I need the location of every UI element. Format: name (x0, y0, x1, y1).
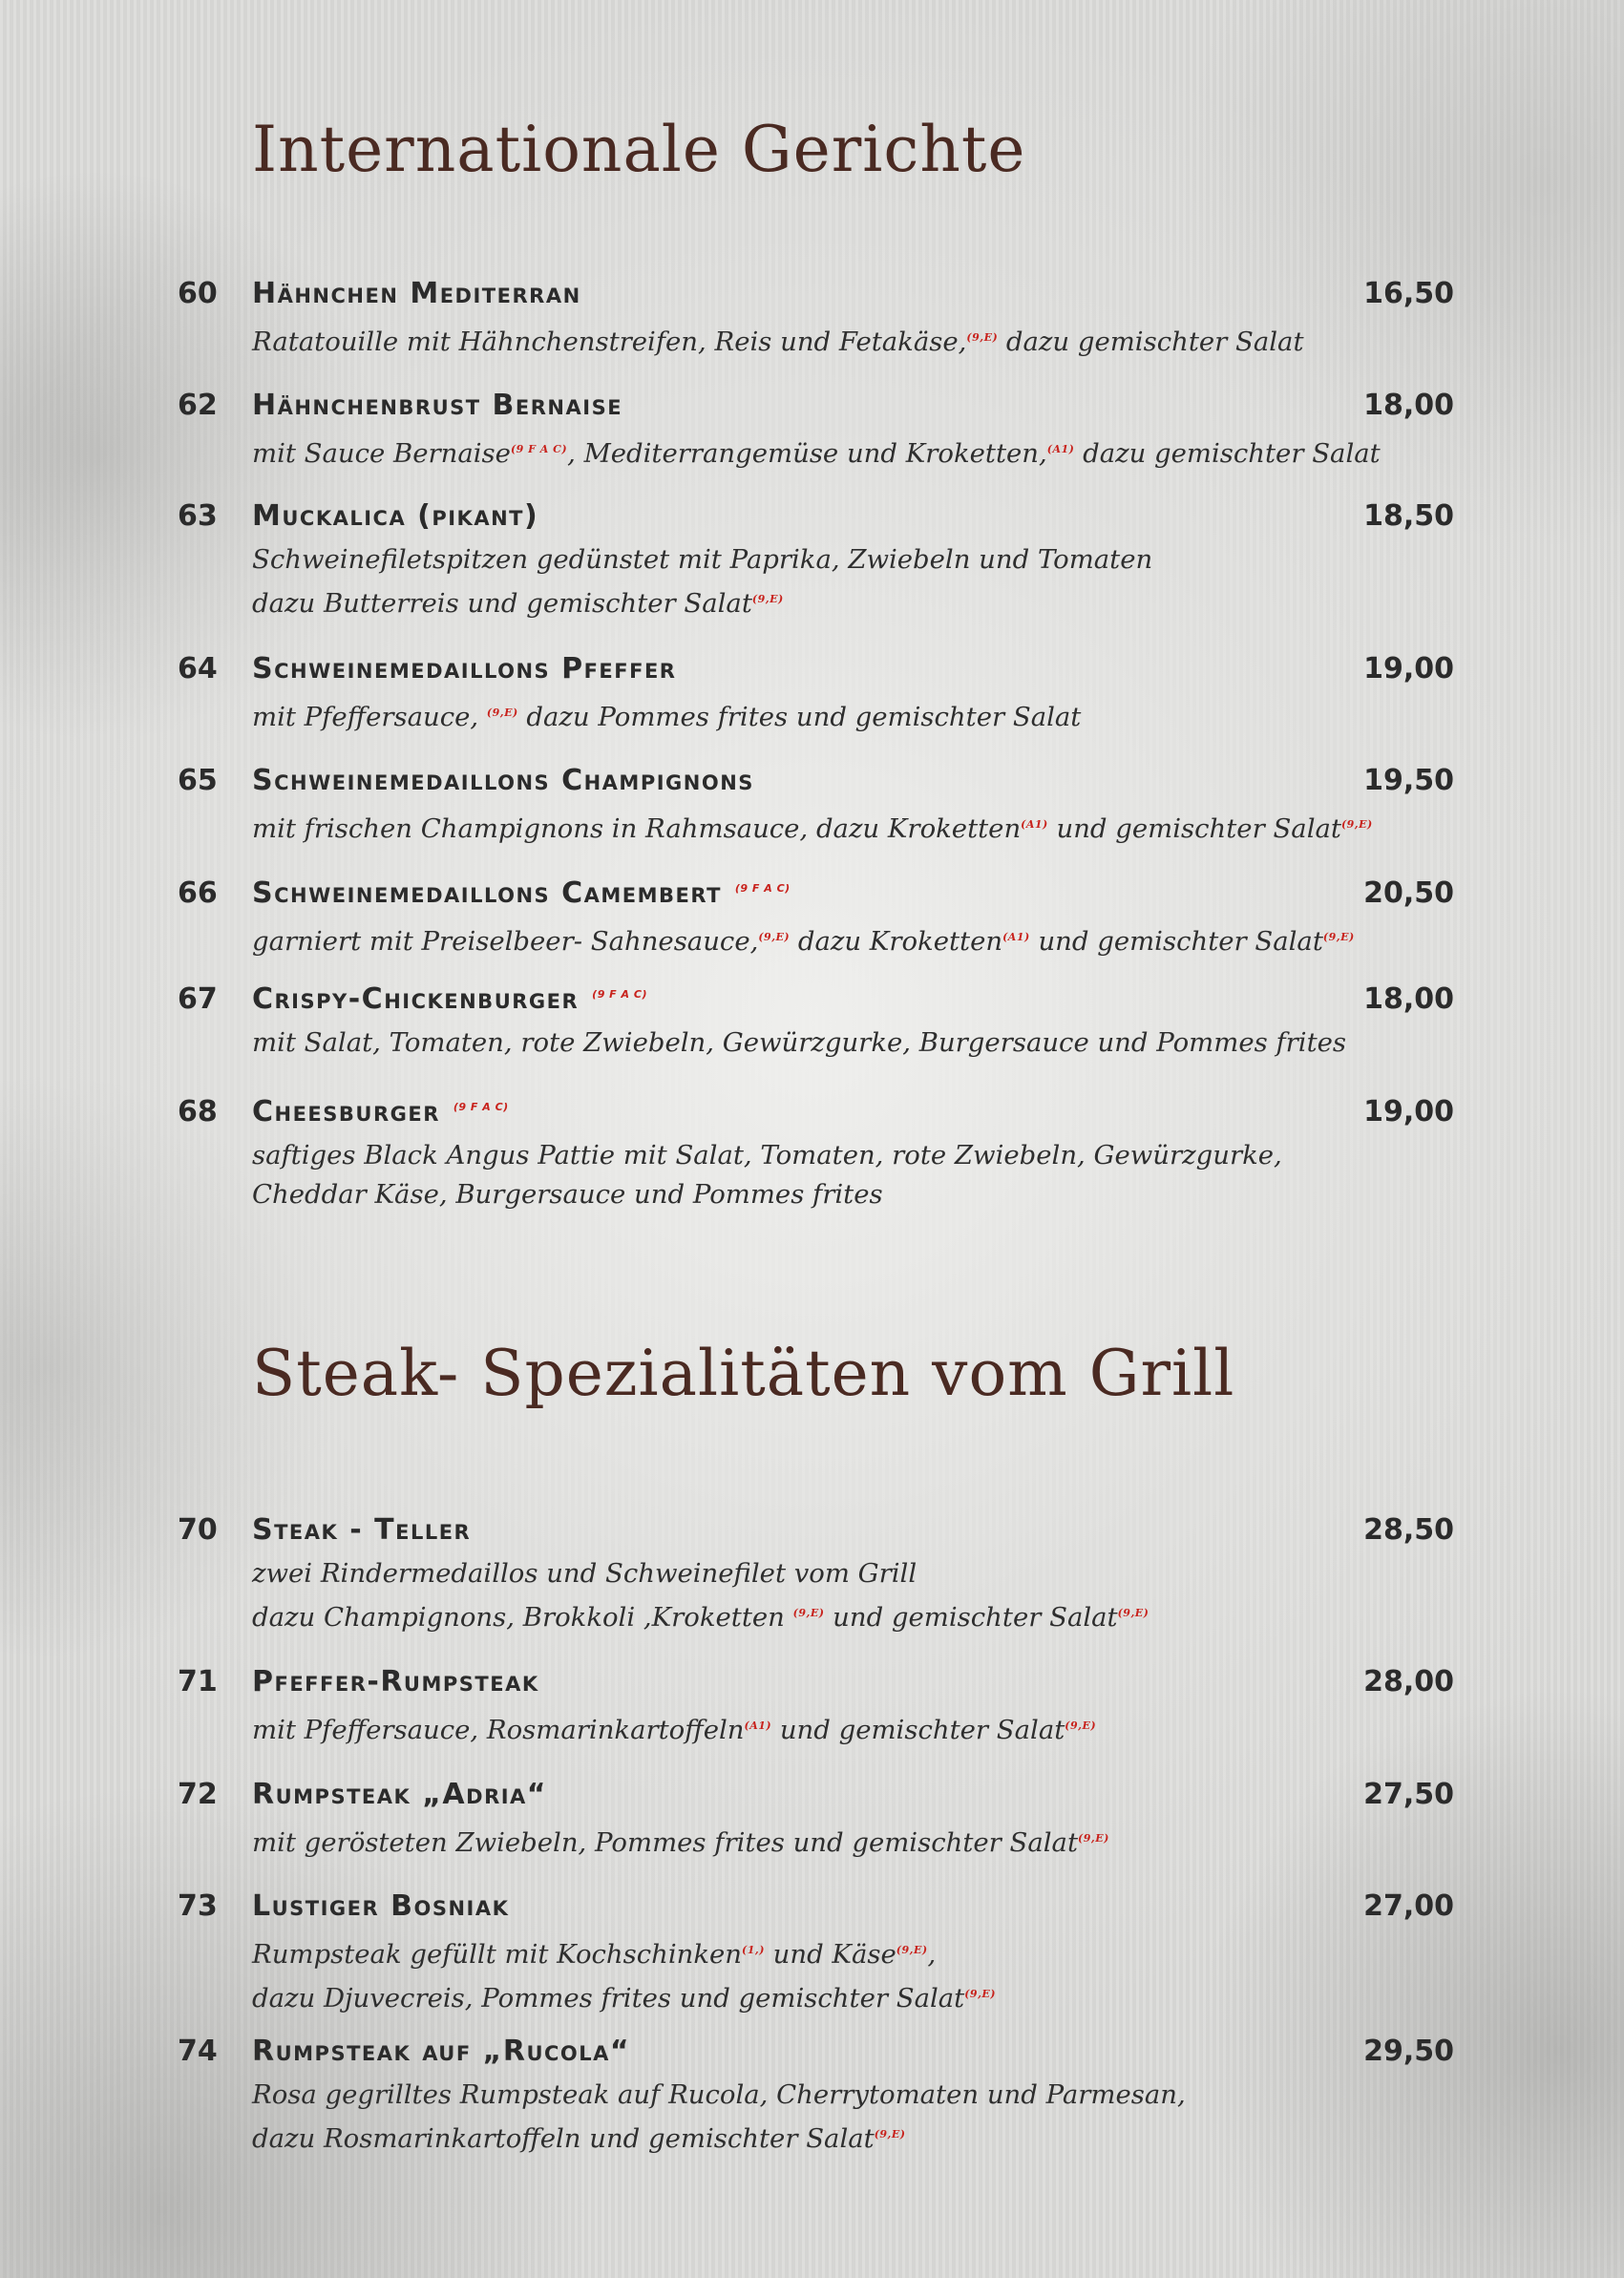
item-name: Hähnchen Mediterran (252, 277, 581, 310)
item-price: 27,00 (1363, 1889, 1454, 1923)
item-name: Schweinemedaillons Camembert $^{(9 F A C)}$ (252, 876, 791, 910)
item-description (252, 693, 1398, 737)
allergen-code: (9 F A C) (592, 988, 647, 1001)
item-name: Hähnchenbrust Bernaise (252, 389, 623, 422)
item-description (252, 805, 1398, 849)
item-price: 18,00 (1363, 982, 1454, 1016)
description-line: Rumpsteak gefüllt mit Kochschinken$^{(1,)}$ und Käse$^{(9,E)}$, (252, 1939, 937, 1971)
item-description (252, 318, 1398, 362)
description-line: mit Salat, Tomaten, rote Zwiebeln, Gewürzgurke, Burgersauce und Pommes frites (252, 1027, 1347, 1058)
allergen-code: (9,E) (1340, 818, 1373, 831)
item-price: 18,50 (1363, 499, 1454, 533)
item-number: 67 (178, 982, 218, 1016)
item-price: 29,50 (1363, 2035, 1454, 2068)
item-price: 19,50 (1363, 764, 1454, 797)
description-line: mit Pfeffersauce, $^{(9,E)}$ dazu Pommes frites und gemischter Salat (252, 702, 1082, 733)
item-number: 71 (178, 1665, 218, 1698)
item-price: 16,50 (1363, 277, 1454, 310)
item-price: 18,00 (1363, 389, 1454, 422)
description-line: dazu Butterreis und gemischter Salat$^{(9,E)}$ (252, 588, 784, 620)
item-description (252, 918, 1398, 961)
item-number: 68 (178, 1095, 218, 1128)
item-description (252, 1136, 1398, 1214)
section-title-international: Internationale Gerichte (252, 113, 1026, 186)
description-line: mit Sauce Bernaise$^{(9 F A C)}$, Mediterrangemüse und Kroketten,$^{(A1)}$ dazu gemischter Salat (252, 438, 1381, 470)
description-line: saftiges Black Angus Pattie mit Salat, Tomaten, rote Zwiebeln, Gewürzgurke, (252, 1140, 1282, 1171)
item-number: 74 (178, 2035, 218, 2068)
item-name: Cheesburger $^{(9 F A C)}$ (252, 1095, 509, 1128)
description-line: mit frischen Champignons in Rahmsauce, dazu Kroketten$^{(A1)}$ und gemischter Salat$^{(9,E)}$ (252, 813, 1373, 845)
item-name: Lustiger Bosniak (252, 1889, 510, 1923)
description-line: Cheddar Käse, Burgersauce und Pommes frites (252, 1179, 883, 1210)
item-description (252, 2076, 1398, 2159)
item-name: Schweinemedaillons Pfeffer (252, 652, 677, 686)
item-description (252, 1930, 1398, 2018)
item-number: 66 (178, 876, 218, 910)
item-name: Rumpsteak „Adria“ (252, 1778, 548, 1811)
item-price: 28,50 (1363, 1513, 1454, 1547)
item-price: 27,50 (1363, 1778, 1454, 1811)
item-name: Muckalica (pikant) (252, 499, 539, 533)
item-name: Pfeffer-Rumpsteak (252, 1665, 539, 1698)
item-name: Steak - Teller (252, 1513, 472, 1547)
allergen-code: (9,E) (486, 707, 518, 719)
item-number: 72 (178, 1778, 218, 1811)
description-line: mit Pfeffersauce, Rosmarinkartoffeln$^{(A1)}$ und gemischter Salat$^{(9,E)}$ (252, 1715, 1097, 1746)
description-line: dazu Champignons, Brokkoli ,Kroketten $^{(9,E)}$ und gemischter Salat$^{(9,E)}$ (252, 1602, 1149, 1634)
allergen-code: (A1) (1046, 443, 1075, 455)
item-name: Rumpsteak auf „Rucola“ (252, 2035, 631, 2068)
item-description (252, 1819, 1398, 1863)
item-number: 64 (178, 652, 218, 686)
item-name: Crispy-Chickenburger $^{(9 F A C)}$ (252, 982, 647, 1016)
description-line: garniert mit Preiselbeer- Sahnesauce,$^{(9,E)}$ dazu Kroketten$^{(A1)}$ und gemischter Salat$^{(9,E)}$ (252, 926, 1355, 958)
item-number: 62 (178, 389, 218, 422)
item-number: 60 (178, 277, 218, 310)
item-price: 28,00 (1363, 1665, 1454, 1698)
allergen-code: (1,) (742, 1944, 765, 1956)
item-number: 63 (178, 499, 218, 533)
item-number: 65 (178, 764, 218, 797)
item-number: 70 (178, 1513, 218, 1547)
allergen-code: (9 F A C) (510, 443, 568, 455)
item-description (252, 540, 1398, 623)
item-name: Schweinemedaillons Champignons (252, 764, 754, 797)
item-description (252, 1023, 1398, 1063)
allergen-code: (A1) (1021, 818, 1048, 831)
allergen-code: (9,E) (874, 2128, 906, 2141)
description-line: Rosa gegrilltes Rumpsteak auf Rucola, Cherrytomaten und Parmesan, (252, 2079, 1186, 2110)
item-price: 20,50 (1363, 876, 1454, 910)
description-line: zwei Rindermedaillos und Schweinefilet vom Grill (252, 1558, 917, 1589)
description-line: Ratatouille mit Hähnchenstreifen, Reis und Fetakäse,$^{(9,E)}$ dazu gemischter Salat (252, 327, 1304, 358)
item-description (252, 1706, 1398, 1750)
item-description (252, 430, 1398, 474)
section-title-steak: Steak- Spezialitäten vom Grill (252, 1337, 1235, 1410)
description-line: mit gerösteten Zwiebeln, Pommes frites und gemischter Salat$^{(9,E)}$ (252, 1827, 1109, 1859)
allergen-code: (9,E) (1117, 1607, 1149, 1619)
allergen-code: (9,E) (792, 1607, 825, 1619)
item-description (252, 1554, 1398, 1637)
allergen-code: (9,E) (758, 931, 791, 943)
allergen-code: (9,E) (1322, 931, 1355, 943)
allergen-code: (9 F A C) (453, 1101, 509, 1113)
allergen-code: (A1) (744, 1719, 772, 1732)
item-price: 19,00 (1363, 1095, 1454, 1128)
item-price: 19,00 (1363, 652, 1454, 686)
allergen-code: (9,E) (964, 1988, 996, 2001)
allergen-code: (9 F A C) (734, 882, 791, 895)
description-line: dazu Djuvecreis, Pommes frites und gemischter Salat$^{(9,E)}$ (252, 1983, 996, 2014)
description-line: Schweinefiletspitzen gedünstet mit Paprika, Zwiebeln und Tomaten (252, 544, 1153, 575)
allergen-code: (9,E) (1078, 1832, 1109, 1845)
allergen-code: (A1) (1002, 931, 1030, 943)
description-line: dazu Rosmarinkartoffeln und gemischter Salat$^{(9,E)}$ (252, 2123, 906, 2155)
item-number: 73 (178, 1889, 218, 1923)
allergen-code: (9,E) (966, 331, 999, 344)
allergen-code: (9,E) (751, 593, 784, 605)
allergen-code: (9,E) (896, 1944, 928, 1956)
allergen-code: (9,E) (1065, 1719, 1097, 1732)
